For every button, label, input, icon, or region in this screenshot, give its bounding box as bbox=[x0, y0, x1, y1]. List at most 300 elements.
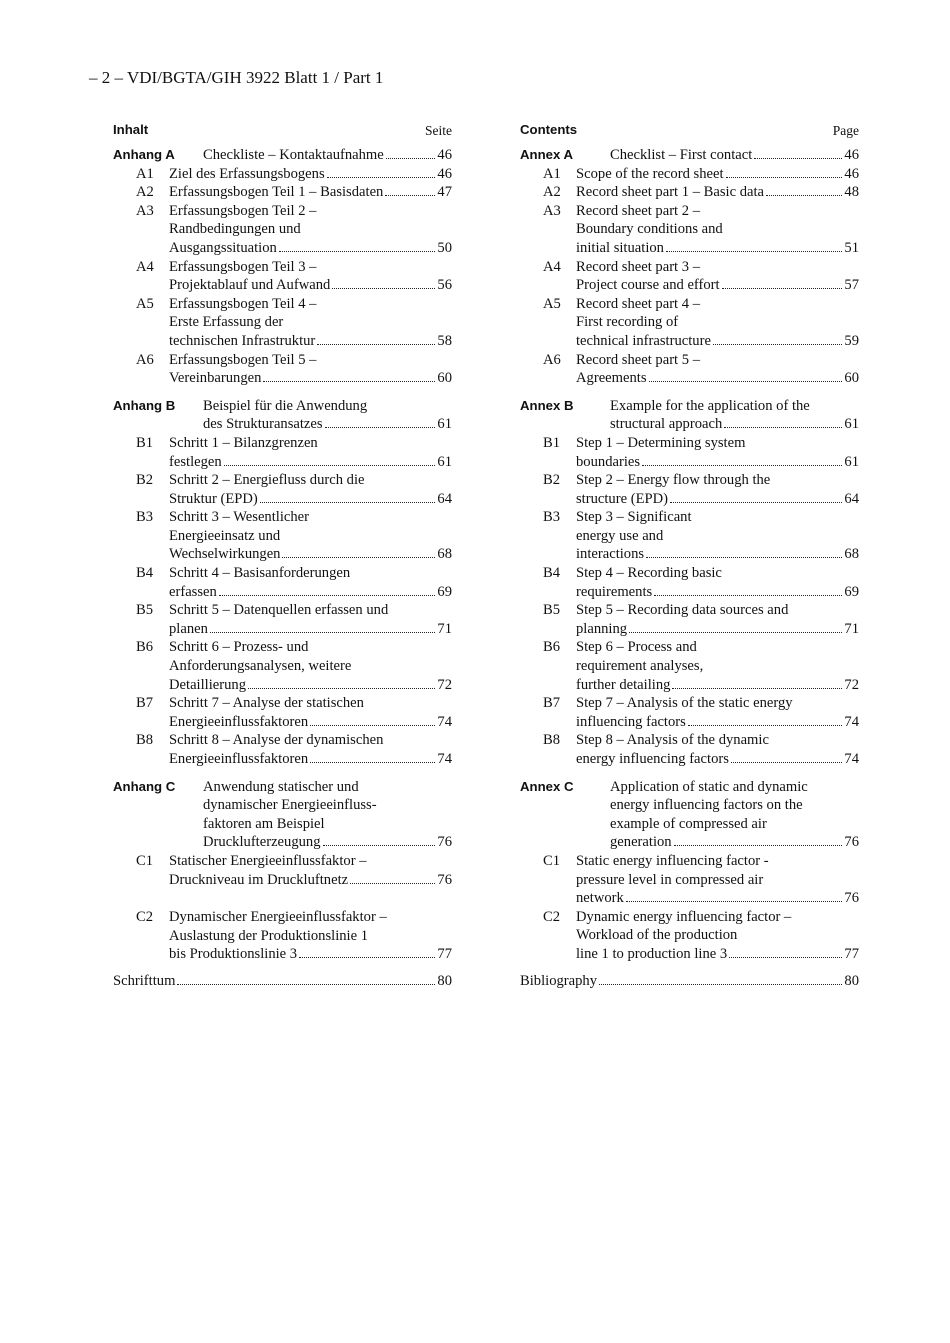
toc-line bbox=[169, 369, 452, 388]
page-number: 46 bbox=[437, 147, 452, 163]
toc-entry-text: Wechselwirkungen bbox=[169, 546, 281, 563]
toc-entry-text: requirement analyses, bbox=[576, 658, 704, 675]
toc-entry-text: Schritt 4 – Basisanforderungen bbox=[169, 565, 351, 582]
toc-line bbox=[610, 397, 859, 416]
toc-line bbox=[169, 351, 452, 370]
page-column-label: Seite bbox=[425, 123, 452, 138]
toc-item-b7[interactable] bbox=[113, 694, 452, 731]
page-number: 74 bbox=[437, 713, 452, 730]
toc-line bbox=[169, 731, 452, 750]
toc-annex-b[interactable] bbox=[520, 397, 859, 434]
toc-entry-text: Anwendung statischer und bbox=[203, 778, 359, 795]
dot-leader bbox=[219, 595, 436, 596]
page-number: 74 bbox=[437, 751, 452, 767]
toc-line bbox=[576, 508, 859, 527]
toc-entry-text: Schritt 8 – Analyse der dynamischen bbox=[169, 732, 384, 749]
page-number: 60 bbox=[437, 370, 452, 387]
page-number: 61 bbox=[844, 453, 859, 470]
item-number: A5 bbox=[543, 295, 561, 312]
page-number: 68 bbox=[437, 546, 452, 563]
item-number: B4 bbox=[543, 565, 561, 582]
toc-entry-text: structural approach bbox=[610, 416, 723, 433]
toc-entry-text: technical infrastructure bbox=[576, 332, 711, 349]
toc-entry-text: Example for the application of the bbox=[610, 397, 810, 414]
item-number: A6 bbox=[543, 351, 561, 368]
item-number: B1 bbox=[543, 434, 561, 451]
item-number: A4 bbox=[136, 258, 154, 275]
toc-line bbox=[610, 778, 859, 797]
toc-line bbox=[169, 165, 452, 184]
toc-annex-c[interactable] bbox=[520, 778, 859, 852]
dot-leader bbox=[629, 632, 842, 633]
dot-leader bbox=[646, 557, 842, 558]
contents-heading: Contents bbox=[520, 122, 578, 137]
page-number: 60 bbox=[844, 370, 859, 387]
toc-entry-text: Erfassungsbogen Teil 2 – bbox=[169, 202, 317, 219]
toc-line bbox=[576, 676, 859, 695]
page-number: 61 bbox=[844, 416, 859, 433]
toc-line bbox=[576, 564, 859, 583]
toc-item-a2[interactable] bbox=[113, 183, 452, 202]
toc-line bbox=[576, 583, 859, 602]
toc-entry-text: Agreements bbox=[576, 370, 647, 387]
toc-line bbox=[169, 490, 452, 509]
toc-entry-text: Erfassungsbogen Teil 1 – Basisdaten bbox=[169, 184, 384, 201]
item-number: A2 bbox=[136, 184, 154, 201]
item-number: B6 bbox=[136, 639, 154, 656]
item-number: B5 bbox=[543, 602, 561, 619]
toc-item-b5[interactable] bbox=[520, 601, 859, 638]
dot-leader bbox=[649, 381, 843, 382]
toc-entry-text: Application of static and dynamic bbox=[610, 778, 808, 795]
toc-entry-text: des Strukturansatzes bbox=[203, 416, 323, 433]
toc-line bbox=[169, 545, 452, 564]
item-number: B8 bbox=[543, 732, 561, 749]
toc-item-b8[interactable] bbox=[113, 731, 452, 768]
toc-line bbox=[169, 220, 452, 239]
toc-item-a5[interactable] bbox=[520, 295, 859, 351]
toc-entry-text: dynamischer Energieeinfluss- bbox=[203, 797, 377, 814]
toc-line bbox=[576, 313, 859, 332]
page-number: 46 bbox=[437, 165, 452, 182]
toc-line bbox=[203, 397, 452, 416]
toc-entry-text: Schritt 6 – Prozess- und bbox=[169, 639, 309, 656]
dot-leader bbox=[282, 557, 435, 558]
toc-entry-text: Workload of the production bbox=[576, 927, 738, 944]
dot-leader bbox=[323, 845, 436, 846]
toc-entry-text: planen bbox=[169, 620, 208, 637]
toc-annex-c[interactable] bbox=[113, 778, 452, 852]
toc-line bbox=[610, 415, 859, 434]
item-number: A3 bbox=[543, 202, 561, 219]
dot-leader bbox=[386, 158, 436, 159]
toc-line bbox=[169, 583, 452, 602]
dot-leader bbox=[654, 595, 842, 596]
toc-line bbox=[610, 833, 859, 852]
item-number: A1 bbox=[543, 165, 561, 182]
dot-leader bbox=[385, 195, 435, 196]
page-number: 64 bbox=[844, 490, 859, 507]
dot-leader bbox=[674, 845, 843, 846]
toc-entry-text: Schritt 7 – Analyse der statischen bbox=[169, 695, 364, 712]
toc-item-c1[interactable] bbox=[113, 852, 452, 889]
dot-leader bbox=[263, 381, 435, 382]
dot-leader bbox=[626, 901, 843, 902]
item-number: B2 bbox=[543, 472, 561, 489]
toc-entry-text: influencing factors bbox=[576, 713, 686, 730]
toc-item-a6[interactable] bbox=[113, 351, 452, 388]
toc-item-b6[interactable] bbox=[520, 638, 859, 694]
toc-line bbox=[610, 815, 859, 834]
page-number: 68 bbox=[844, 546, 859, 563]
dot-leader bbox=[754, 158, 842, 159]
item-number: B3 bbox=[543, 509, 561, 526]
toc-annex-a[interactable] bbox=[520, 146, 859, 165]
toc-line bbox=[576, 258, 859, 277]
toc-entry-text: Struktur (EPD) bbox=[169, 490, 258, 507]
toc-entry-text: Erfassungsbogen Teil 5 – bbox=[169, 351, 317, 368]
toc-line bbox=[203, 778, 452, 797]
toc-entry-text: Checklist – First contact bbox=[610, 147, 753, 163]
toc-item-b2[interactable] bbox=[520, 471, 859, 508]
dot-leader bbox=[248, 688, 435, 689]
toc-entry-text: Beispiel für die Anwendung bbox=[203, 397, 368, 414]
dot-leader bbox=[299, 957, 435, 958]
toc-line bbox=[576, 527, 859, 546]
toc-entry-text: boundaries bbox=[576, 453, 641, 470]
toc-entry-text: Step 5 – Recording data sources and bbox=[576, 602, 789, 619]
annex-label: Anhang B bbox=[113, 397, 176, 413]
item-number: A6 bbox=[136, 351, 154, 368]
toc-item-b1[interactable] bbox=[113, 434, 452, 471]
toc-line bbox=[169, 657, 452, 676]
page-number: 80 bbox=[844, 972, 859, 989]
toc-header bbox=[520, 120, 859, 142]
toc-entry-text: Step 8 – Analysis of the dynamic bbox=[576, 732, 769, 749]
toc-entry-text: initial situation bbox=[576, 239, 664, 256]
toc-entry-text: Erfassungsbogen Teil 3 – bbox=[169, 258, 317, 275]
item-number: A5 bbox=[136, 295, 154, 312]
toc-line bbox=[610, 796, 859, 815]
toc-entry-text: Druckniveau im Druckluftnetz bbox=[169, 871, 349, 888]
toc-line bbox=[576, 165, 859, 184]
toc-item-a1[interactable] bbox=[520, 165, 859, 184]
dot-leader bbox=[310, 725, 435, 726]
toc-entry-text: network bbox=[576, 890, 624, 907]
item-number: B7 bbox=[136, 695, 154, 712]
toc-line bbox=[576, 490, 859, 509]
toc-line bbox=[576, 239, 859, 258]
bibliography-label: Schrifttum bbox=[113, 972, 176, 989]
toc-entry-text: Step 7 – Analysis of the static energy bbox=[576, 695, 793, 712]
toc-item-b3[interactable] bbox=[113, 508, 452, 564]
toc-line bbox=[169, 601, 452, 620]
toc-line bbox=[169, 676, 452, 695]
toc-item-a6[interactable] bbox=[520, 351, 859, 388]
dot-leader bbox=[731, 762, 842, 763]
toc-line bbox=[576, 202, 859, 221]
toc-entry-text: Erste Erfassung der bbox=[169, 314, 284, 331]
item-number: A4 bbox=[543, 258, 561, 275]
toc-entry-text: Anforderungsanalysen, weitere bbox=[169, 658, 352, 675]
toc-line bbox=[203, 796, 452, 815]
toc-line bbox=[576, 926, 859, 945]
toc-line bbox=[576, 220, 859, 239]
toc-item-b4[interactable] bbox=[520, 564, 859, 601]
toc-line bbox=[169, 694, 452, 713]
item-number: A2 bbox=[543, 184, 561, 201]
toc-item-b6[interactable] bbox=[113, 638, 452, 694]
toc-entry-text: Checkliste – Kontaktaufnahme bbox=[203, 147, 384, 163]
toc-line bbox=[576, 889, 859, 908]
toc-line bbox=[169, 471, 452, 490]
dot-leader bbox=[729, 957, 842, 958]
page-number: 51 bbox=[844, 239, 859, 256]
page-number: 71 bbox=[437, 620, 452, 637]
toc-bibliography[interactable] bbox=[520, 972, 859, 991]
toc-entry-text: Step 6 – Process and bbox=[576, 639, 697, 656]
toc-line bbox=[169, 620, 452, 639]
dot-leader bbox=[224, 465, 436, 466]
page-number: 61 bbox=[437, 416, 452, 433]
toc-item-b4[interactable] bbox=[113, 564, 452, 601]
toc-item-a2[interactable] bbox=[520, 183, 859, 202]
toc-line bbox=[169, 276, 452, 295]
toc-line bbox=[169, 908, 452, 927]
toc-line bbox=[576, 434, 859, 453]
page-number: 76 bbox=[844, 890, 859, 907]
toc-line bbox=[169, 852, 452, 871]
toc-item-a4[interactable] bbox=[113, 258, 452, 295]
toc-item-b1[interactable] bbox=[520, 434, 859, 471]
page-number: 61 bbox=[437, 453, 452, 470]
toc-line bbox=[169, 564, 452, 583]
toc-item-c2[interactable] bbox=[520, 908, 859, 964]
toc-entry-text: Step 4 – Recording basic bbox=[576, 565, 722, 582]
toc-line bbox=[169, 434, 452, 453]
toc-entry-text: Step 3 – Significant bbox=[576, 509, 692, 526]
dot-leader bbox=[724, 427, 842, 428]
toc-line bbox=[169, 453, 452, 472]
annex-label: Anhang C bbox=[113, 778, 176, 794]
toc-line bbox=[576, 750, 859, 769]
toc-item-a1[interactable] bbox=[113, 165, 452, 184]
toc-line bbox=[576, 601, 859, 620]
toc-entry-text: example of compressed air bbox=[610, 815, 767, 832]
dot-leader bbox=[766, 195, 842, 196]
page-number: 72 bbox=[437, 676, 452, 693]
toc-line bbox=[169, 945, 452, 964]
toc-entry-text: Energieeinsatz und bbox=[169, 527, 281, 544]
dot-leader bbox=[642, 465, 842, 466]
annex-label: Annex B bbox=[520, 397, 574, 413]
dot-leader bbox=[722, 288, 843, 289]
toc-item-b8[interactable] bbox=[520, 731, 859, 768]
toc-entry-text: bis Produktionslinie 3 bbox=[169, 946, 298, 963]
page-header: – 2 – VDI/BGTA/GIH 3922 Blatt 1 / Part 1 bbox=[89, 68, 384, 87]
dot-leader bbox=[210, 632, 436, 633]
item-number: B6 bbox=[543, 639, 561, 656]
dot-leader bbox=[666, 251, 842, 252]
item-number: B2 bbox=[136, 472, 154, 489]
toc-line bbox=[576, 908, 859, 927]
toc-entry-text: Record sheet part 4 – bbox=[576, 295, 701, 312]
toc-line bbox=[169, 871, 452, 890]
toc-item-b2[interactable] bbox=[113, 471, 452, 508]
dot-leader bbox=[726, 177, 843, 178]
dot-leader bbox=[599, 984, 842, 985]
page-column-label: Page bbox=[832, 123, 859, 138]
item-number: B4 bbox=[136, 565, 154, 582]
dot-leader bbox=[177, 984, 435, 985]
toc-line bbox=[576, 713, 859, 732]
page-number: 46 bbox=[844, 165, 859, 182]
toc-annex-b[interactable] bbox=[113, 397, 452, 434]
toc-line bbox=[576, 276, 859, 295]
toc-line bbox=[169, 713, 452, 732]
dot-leader bbox=[327, 177, 436, 178]
toc-item-c2[interactable] bbox=[113, 908, 452, 964]
toc-line bbox=[576, 620, 859, 639]
toc-entry-text: technischen Infrastruktur bbox=[169, 332, 316, 349]
toc-item-a5[interactable] bbox=[113, 295, 452, 351]
toc-entry-text: Project course and effort bbox=[576, 277, 720, 294]
page-number: 74 bbox=[844, 751, 859, 767]
toc-line bbox=[576, 945, 859, 964]
toc-line bbox=[576, 871, 859, 890]
toc-entry-text: Randbedingungen und bbox=[169, 221, 301, 238]
toc-entry-text: energy use and bbox=[576, 527, 664, 544]
toc-line bbox=[576, 295, 859, 314]
toc-item-a3[interactable] bbox=[520, 202, 859, 258]
toc-line bbox=[169, 527, 452, 546]
dot-leader bbox=[325, 427, 436, 428]
toc-line bbox=[169, 202, 452, 221]
annex-label: Anhang A bbox=[113, 147, 175, 162]
toc-line bbox=[576, 694, 859, 713]
dot-leader bbox=[350, 883, 435, 884]
page-number: 58 bbox=[437, 332, 452, 349]
toc-line bbox=[169, 258, 452, 277]
toc-bibliography[interactable] bbox=[113, 972, 452, 991]
dot-leader bbox=[670, 502, 842, 503]
toc-line bbox=[169, 750, 452, 769]
toc-line bbox=[169, 313, 452, 332]
toc-item-a3[interactable] bbox=[113, 202, 452, 258]
contents-heading: Inhalt bbox=[113, 122, 149, 137]
toc-entry-text: First recording of bbox=[576, 314, 679, 331]
toc-entry-text: Statischer Energieeinflussfaktor – bbox=[169, 852, 367, 869]
toc-item-a4[interactable] bbox=[520, 258, 859, 295]
page-number: 48 bbox=[844, 184, 859, 201]
toc-entry-text: Step 1 – Determining system bbox=[576, 434, 746, 451]
toc-entry-text: Projektablauf und Aufwand bbox=[169, 277, 331, 294]
page-number: 59 bbox=[844, 332, 859, 349]
toc-annex-a[interactable] bbox=[113, 146, 452, 165]
page-number: 57 bbox=[844, 277, 859, 294]
item-number: C2 bbox=[136, 909, 154, 926]
toc-line bbox=[169, 183, 452, 202]
toc-line bbox=[203, 415, 452, 434]
toc-entry-text: Scope of the record sheet bbox=[576, 165, 724, 182]
page-number: 76 bbox=[437, 834, 452, 851]
toc-item-b5[interactable] bbox=[113, 601, 452, 638]
toc-item-c1[interactable] bbox=[520, 852, 859, 908]
item-number: B1 bbox=[136, 434, 154, 451]
toc-header bbox=[113, 120, 452, 142]
item-number: B3 bbox=[136, 509, 154, 526]
toc-entry-text: Ausgangssituation bbox=[169, 239, 277, 256]
toc-entry-text: Schritt 3 – Wesentlicher bbox=[169, 509, 310, 526]
toc-entry-text: Dynamischer Energieeinflussfaktor – bbox=[169, 909, 387, 926]
page-number: 46 bbox=[844, 147, 859, 163]
toc-line bbox=[576, 183, 859, 202]
dot-leader bbox=[310, 762, 435, 763]
toc-line bbox=[576, 731, 859, 750]
toc-entry-text: Step 2 – Energy flow through the bbox=[576, 472, 771, 489]
toc-item-b3[interactable] bbox=[520, 508, 859, 564]
toc-entry-text: Boundary conditions and bbox=[576, 221, 723, 238]
toc-german bbox=[113, 120, 452, 991]
toc-entry-text: energy influencing factors on the bbox=[610, 797, 803, 814]
toc-line bbox=[576, 369, 859, 388]
dot-leader bbox=[317, 344, 435, 345]
item-number: C1 bbox=[543, 852, 561, 869]
item-number: C2 bbox=[543, 908, 561, 925]
toc-entry-text: generation bbox=[610, 834, 672, 851]
dot-leader bbox=[713, 344, 842, 345]
page-number: 74 bbox=[844, 713, 859, 730]
dot-leader bbox=[688, 725, 843, 726]
page-number: 47 bbox=[437, 184, 452, 201]
toc-line bbox=[576, 545, 859, 564]
toc-line bbox=[203, 833, 452, 852]
toc-english bbox=[520, 120, 859, 990]
toc-line bbox=[576, 657, 859, 676]
bibliography-label: Bibliography bbox=[520, 972, 598, 989]
toc-line bbox=[576, 471, 859, 490]
item-number: B7 bbox=[543, 695, 561, 712]
toc-entry-text: Ziel des Erfassungsbogens bbox=[169, 165, 325, 182]
toc-line bbox=[203, 815, 452, 834]
toc-entry-text: Energieeinflussfaktoren bbox=[169, 713, 309, 730]
toc-entry-text: Energieeinflussfaktoren bbox=[169, 751, 309, 767]
toc-entry-text: energy influencing factors bbox=[576, 751, 729, 767]
toc-line bbox=[169, 239, 452, 258]
toc-entry-text: pressure level in compressed air bbox=[576, 871, 764, 888]
dot-leader bbox=[672, 688, 842, 689]
page-number: 71 bbox=[844, 620, 859, 637]
toc-line bbox=[576, 351, 859, 370]
page-number: 64 bbox=[437, 490, 452, 507]
item-number: A3 bbox=[136, 202, 154, 219]
page-number: 77 bbox=[437, 946, 452, 963]
page-number: 76 bbox=[437, 871, 452, 888]
toc-line bbox=[203, 146, 452, 165]
toc-entry-text: Vereinbarungen bbox=[169, 370, 262, 387]
toc-entry-text: Record sheet part 5 – bbox=[576, 351, 701, 368]
toc-entry-text: festlegen bbox=[169, 453, 222, 470]
page-number: 72 bbox=[844, 676, 859, 693]
toc-entry-text: Auslastung der Produktionslinie 1 bbox=[169, 927, 369, 944]
toc-line bbox=[576, 453, 859, 472]
toc-entry-text: requirements bbox=[576, 583, 653, 600]
page-number: 80 bbox=[437, 972, 452, 989]
toc-entry-text: line 1 to production line 3 bbox=[576, 945, 728, 962]
toc-item-b7[interactable] bbox=[520, 694, 859, 731]
toc-entry-text: Erfassungsbogen Teil 4 – bbox=[169, 295, 317, 312]
item-number: B5 bbox=[136, 602, 154, 619]
